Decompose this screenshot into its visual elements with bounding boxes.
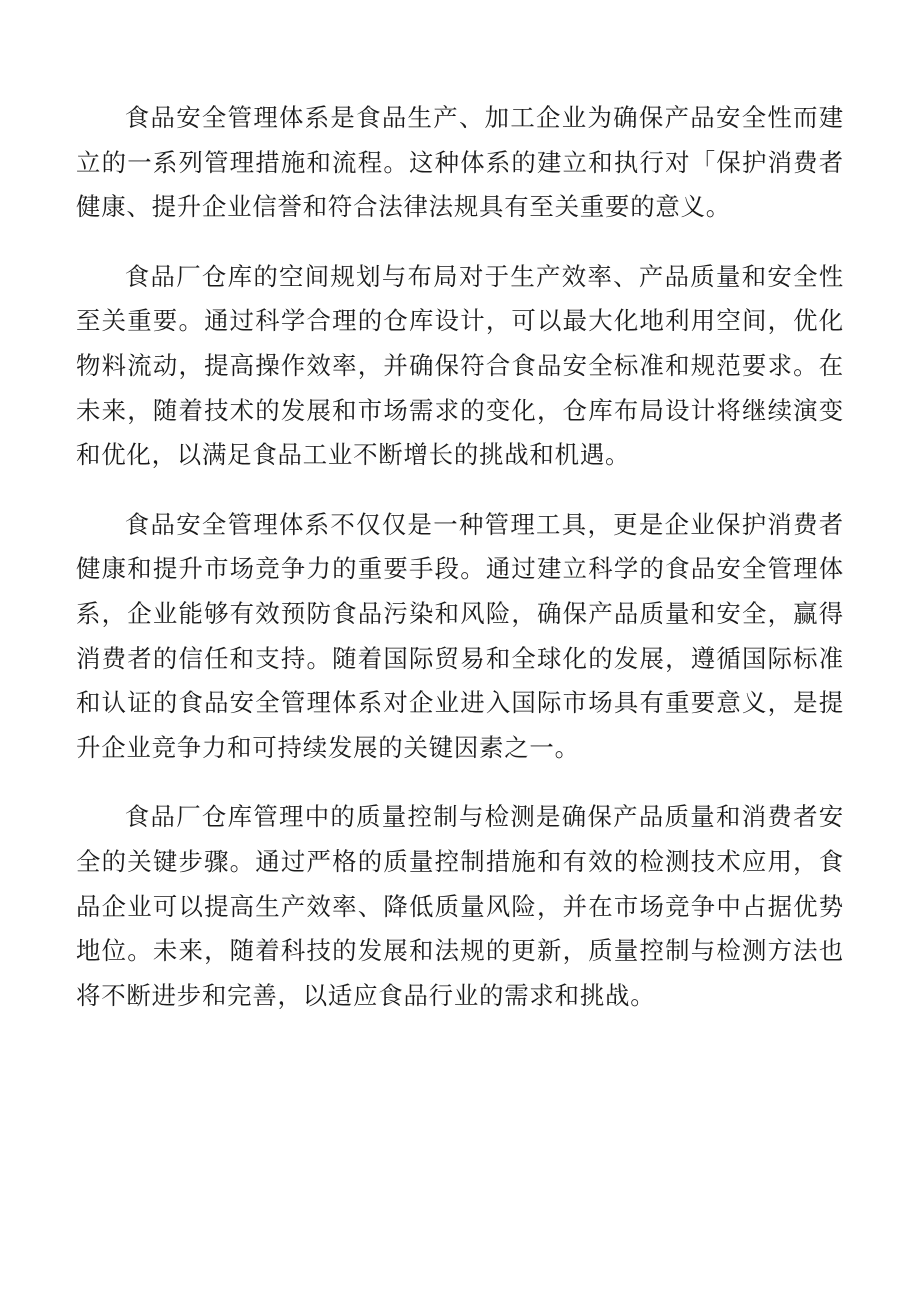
paragraph-food-safety-system: 食品安全管理体系是食品生产、加工企业为确保产品安全性而建立的一系列管理措施和流程。这种体系的建立和执行对「保护消费者健康、提升企业信誉和符合法律法规具有至关重要的意义。	[76, 103, 844, 222]
paragraph-warehouse-layout: 食品厂仓库的空间规划与布局对于生产效率、产品质量和安全性至关重要。通过科学合理的仓库设计，可以最大化地利用空间，优化物料流动，提高操作效率，并确保符合食品安全标准和规范要求。在未来，随着技术的发展和市场需求的变化，仓库布局设计将继续演变和优化，以满足食品工业不断增长的挑战和机遇。	[76, 261, 844, 470]
document-body	[76, 96, 844, 1043]
paragraph-quality-control: 食品厂仓库管理中的质量控制与检测是确保产品质量和消费者安全的关键步骤。通过严格的质量控制措施和有效的检测技术应用，食品企业可以提高生产效率、降低质量风险，并在市场竞争中占据优势地位。未来，随着科技的发展和法规的更新，质量控制与检测方法也将不断进步和完善，以适应食品行业的需求和挑战。	[76, 802, 844, 1010]
paragraph-management-tool: 食品安全管理体系不仅仅是一种管理工具，更是企业保护消费者健康和提升市场竞争力的重要手段。通过建立科学的食品安全管理体系，企业能够有效预防食品污染和风险，确保产品质量和安全，赢得消费者的信任和支持。随着国际贸易和全球化的发展，遵循国际标准和认证的食品安全管理体系对企业进入国际市场具有重要意义，是提升企业竞争力和可持续发展的关键因素之一。	[76, 509, 844, 762]
